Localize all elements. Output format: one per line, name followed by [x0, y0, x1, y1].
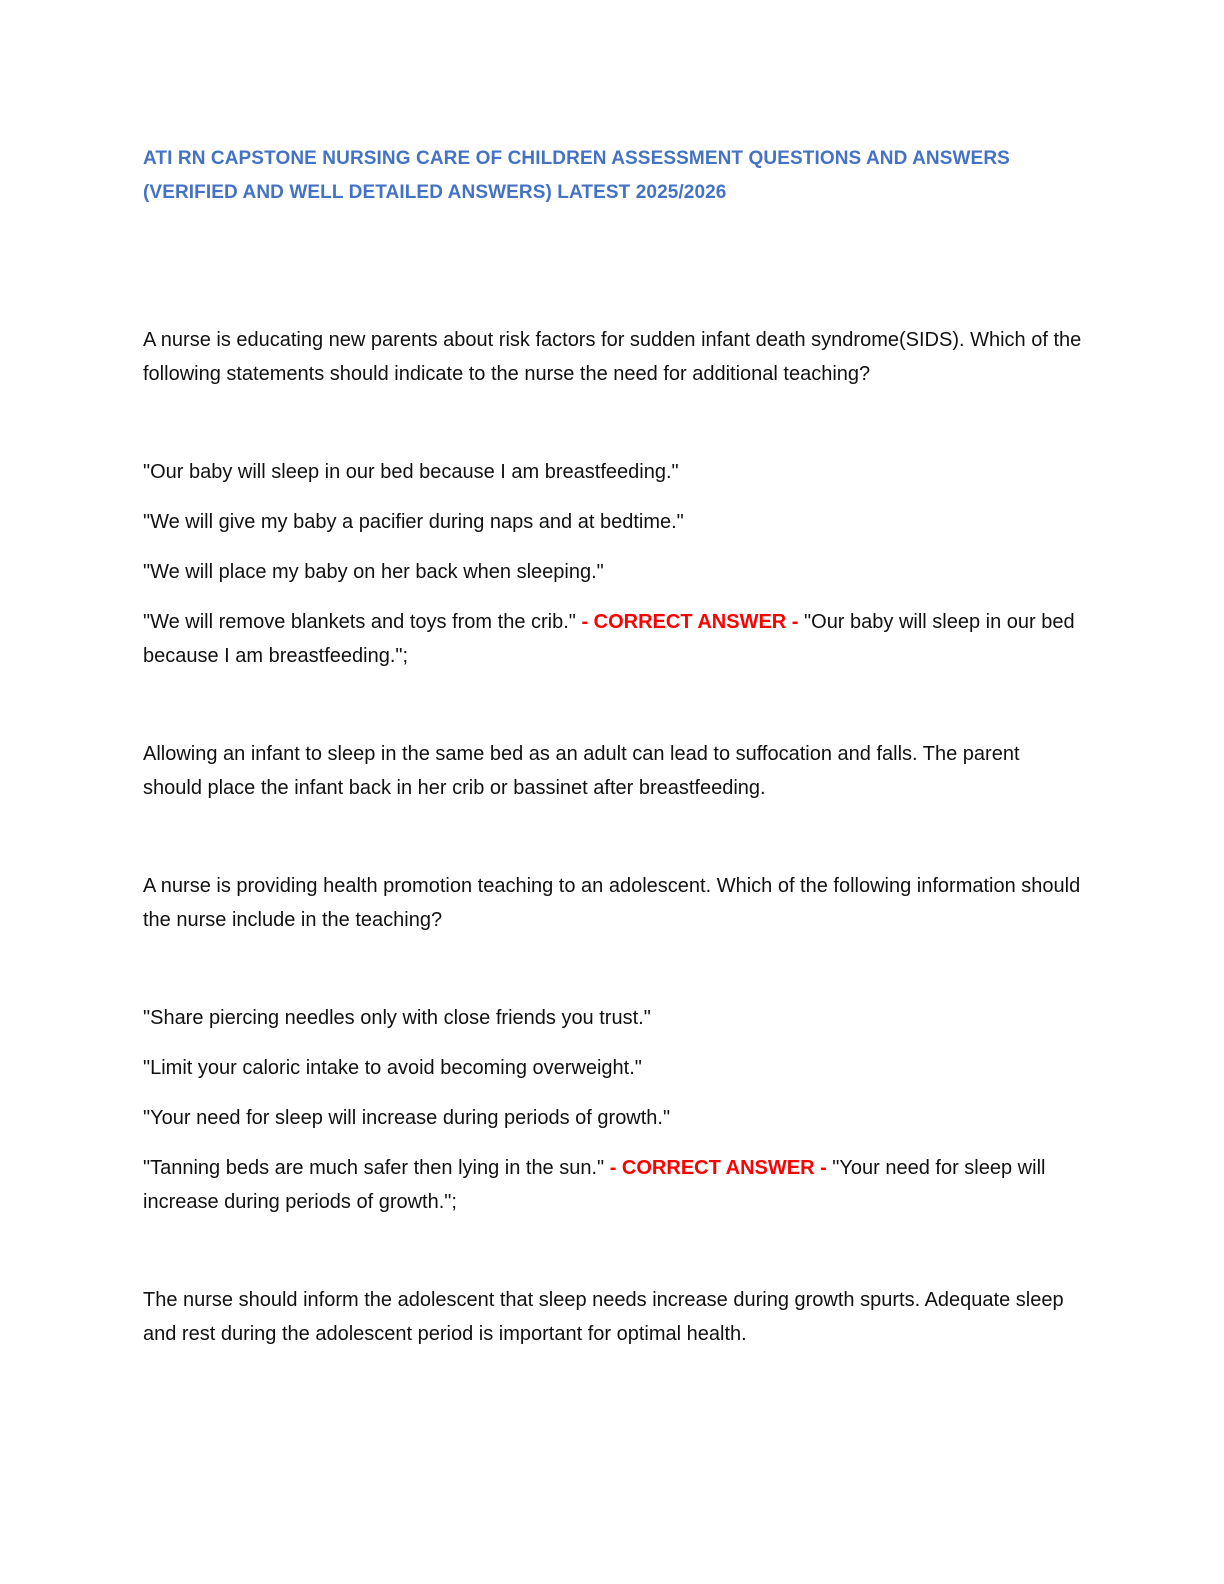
question-text: A nurse is providing health promotion teaching to an adolescent. Which of the following information should the nurse include in the teaching? [143, 875, 1081, 931]
document-title: ATI RN CAPSTONE NURSING CARE OF CHILDREN ASSESSMENT QUESTIONS AND ANSWERS (VERIFIED AND WELL DETAILED ANSWERS) LATEST 2025/2026 [143, 148, 1010, 203]
correct-answer-text: "Our baby will sleep in our bed because I am breastfeeding."; [143, 611, 1075, 667]
answer-rationale: The nurse should inform the adolescent that sleep needs increase during growth spurts. Adequate sleep and rest during the adolescent period is important for optimal health. [143, 1289, 1064, 1345]
answer-option: "Our baby will sleep in our bed because I am breastfeeding." [143, 461, 679, 483]
answer-rationale: Allowing an infant to sleep in the same bed as an adult can lead to suffocation and falls. The parent should place the infant back in her crib or bassinet after breastfeeding. [143, 743, 1020, 799]
answer-options [143, 1001, 1083, 1219]
answer-option-with-key [143, 1151, 1083, 1219]
answer-option: "We will place my baby on her back when sleeping." [143, 561, 604, 583]
answer-option: "Share piercing needles only with close friends you trust." [143, 1007, 651, 1029]
answer-option: "Limit your caloric intake to avoid becoming overweight." [143, 1057, 642, 1079]
document-page [143, 142, 1083, 1351]
question-block-1 [143, 323, 1083, 805]
answer-option: "We will give my baby a pacifier during naps and at bedtime." [143, 511, 684, 533]
question-block-2 [143, 869, 1083, 1351]
answer-option-with-key [143, 605, 1083, 673]
correct-answer-text: "Your need for sleep will increase during periods of growth."; [143, 1157, 1046, 1213]
correct-answer-label: - CORRECT ANSWER - [604, 1157, 833, 1179]
answer-option-text: "Tanning beds are much safer then lying in the sun." [143, 1157, 605, 1179]
answer-options [143, 455, 1083, 673]
answer-option-text: "We will remove blankets and toys from the crib." [143, 611, 576, 633]
answer-option: "Your need for sleep will increase during periods of growth." [143, 1107, 671, 1129]
question-text: A nurse is educating new parents about risk factors for sudden infant death syndrome(SIDS). Which of the following statements should indicate to the nurse the need for additional teaching? [143, 329, 1082, 385]
correct-answer-label: - CORRECT ANSWER - [575, 611, 805, 633]
